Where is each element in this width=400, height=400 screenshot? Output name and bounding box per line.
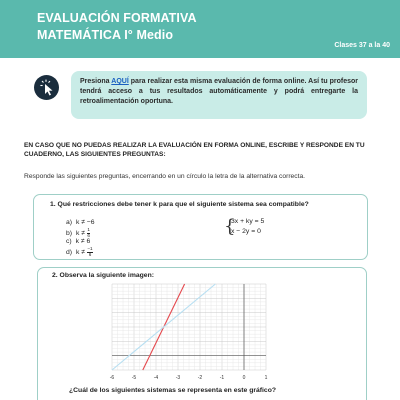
header-banner — [0, 0, 400, 58]
cursor-click-icon — [34, 75, 59, 100]
x-tick-label: -5 — [131, 375, 137, 381]
q1-option-d[interactable] — [66, 247, 93, 258]
system-graph — [104, 282, 270, 382]
question-1-title: 1. Qué restricciones debe tener k para que el siguiente sistema sea compatible? — [50, 201, 309, 208]
system-brace: { — [224, 216, 236, 237]
x-tick-label: 0 — [242, 375, 246, 381]
option-letter: a) — [66, 219, 73, 226]
option-fraction: $\frac{-1}{6}$ — [87, 246, 93, 257]
header-title: EVALUACIÓN FORMATIVA — [37, 11, 197, 25]
option-text: k ≠ — [75, 249, 85, 257]
notice-text-end: para realizar esta misma evaluación de forma online. Así tu profesor tendrá acceso a tus resultados automáticamente y podrá entregarte la retroalimentación oportuna. — [80, 78, 359, 106]
x-tick-label: 1 — [264, 375, 268, 381]
offline-instructions: EN CASO QUE NO PUEDAS REALIZAR LA EVALUACIÓN EN FORMA ONLINE, ESCRIBE Y RESPONDE EN TU CUADERNO, LAS SIGUIENTES PREGUNTAS: — [24, 142, 365, 158]
header-subtitle: MATEMÁTICA I° Medio — [37, 28, 174, 42]
option-letter: c) — [66, 238, 72, 245]
option-text: k ≠ −6 — [75, 219, 95, 226]
option-text: k ≠ — [75, 230, 85, 238]
x-tick-label: -6 — [109, 375, 115, 381]
classes-label: Clases 37 a la 40 — [334, 42, 390, 49]
x-tick-label: -3 — [175, 375, 181, 381]
equation-system — [224, 218, 294, 240]
online-notice — [71, 71, 367, 119]
online-evaluation-link[interactable]: AQUÍ — [111, 78, 129, 85]
system-equation-1: 3x + ky = 5 — [231, 218, 265, 225]
x-tick-label: -4 — [153, 375, 159, 381]
notice-text-start: Presiona — [80, 78, 112, 85]
question-2-title: 2. Observa la siguiente imagen: — [52, 272, 154, 279]
option-fraction: $\frac{1}{6}$ — [87, 227, 90, 238]
q1-option-a[interactable] — [66, 219, 95, 226]
x-tick-label: -2 — [197, 375, 203, 381]
option-text: k ≠ 6 — [75, 238, 91, 245]
question-2-prompt: ¿Cuál de los siguientes sistemas se representa en este gráfico? — [69, 387, 277, 394]
q1-option-b[interactable] — [66, 228, 90, 239]
q1-option-c[interactable] — [66, 238, 90, 245]
system-equation-2: x − 2y = 0 — [231, 228, 261, 235]
option-letter: d) — [66, 249, 73, 257]
x-tick-label: -1 — [219, 375, 225, 381]
answer-instructions: Responde las siguientes preguntas, encerrando en un círculo la letra de la alternativa correcta. — [24, 173, 306, 180]
option-letter: b) — [66, 230, 73, 238]
